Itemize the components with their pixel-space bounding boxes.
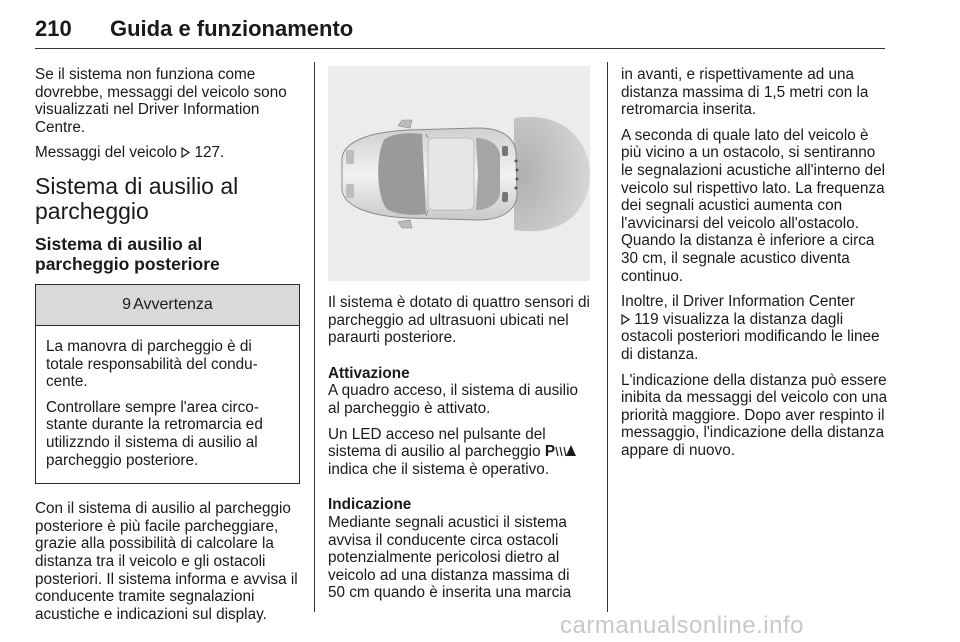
sensors-paragraph: Il sistema è dotato di quattro sensori di parcheggio ad ultrasuoni ubicati nel paraurti posteriore.	[328, 294, 590, 347]
messages-reference	[35, 144, 300, 162]
section-heading: Sistema di ausilio al parcheggio	[35, 172, 239, 224]
dic-text-prefix: Inoltre, il Driver Information Center	[621, 293, 855, 311]
indication-heading: Indicazione	[328, 496, 412, 514]
warning-paragraph-2: Controllare sempre l'area circostante durante la retromarcia ed utilizzndo il sistema di ausilio al parcheggio posteriore.	[46, 398, 263, 469]
led-text-suffix: indica che il sistema è operativo.	[328, 460, 550, 478]
indication-paragraph: Mediante segnali acustici il sistema avvisa il conducente circa ostacoli potenzialmente pericolosi dietro al veicolo ad una distanza massima di 50 cm quando è inserita una marcia	[328, 513, 572, 602]
warning-header	[36, 285, 299, 326]
dic-text-suffix: visualizza la distanza dagli ostacoli posteriori modificando le linee di distanza.	[621, 310, 880, 363]
subsection-heading: Sistema di ausilio al parcheggio posteriore	[35, 233, 220, 274]
running-title: Guida e funzionamento	[110, 16, 354, 41]
messages-ref-label: Messaggi del veicolo	[35, 144, 182, 162]
warning-title: Avvertenza	[133, 296, 213, 314]
column-divider-1	[314, 62, 315, 612]
park-assist-icon	[555, 444, 577, 457]
header-rule	[35, 48, 885, 49]
activation-paragraph: A quadro acceso, il sistema di ausilio al parcheggio è attivato.	[328, 382, 578, 417]
led-paragraph	[328, 426, 590, 479]
column-divider-2	[607, 62, 608, 612]
dic-paragraph	[621, 293, 889, 363]
messages-ref-page: 127.	[194, 144, 225, 162]
park-assist-glyph: P	[544, 443, 556, 461]
warning-paragraph-1: La manovra di parcheggio è di totale responsabilità del conducente.	[46, 337, 258, 391]
watermark: carmanualsonline.info	[560, 612, 804, 639]
warning-icon: 9	[122, 296, 132, 314]
priority-paragraph: L'indicazione della distanza può essere inibita da messaggi del veicolo con una priorità maggiore. Dopo aver respinto il messaggio, l'indicazione della distanza appare di nuovo.	[621, 371, 888, 459]
side-signal-paragraph: A seconda di quale lato del veicolo è più vicino a un ostacolo, si sentiranno le segnalazioni acustiche all'interno del veicolo sul rispettivo lato. La frequenza dei segnali acustici aumenta con l'avvicinarsi del veicolo all'ostacolo. Quando la distanza è inferiore a circa 30 cm, il segnale acustico diventa continuo.	[621, 126, 885, 285]
column-3	[621, 66, 889, 467]
distance-paragraph: in avanti, e rispettivamente ad una distanza massima di 1,5 metri con la retromarcia inserita.	[621, 66, 869, 119]
activation-heading: Attivazione	[328, 364, 410, 382]
warning-body	[36, 326, 299, 483]
page-number: 210	[35, 16, 72, 41]
dic-ref-page: 119	[634, 310, 659, 328]
column-1	[35, 66, 300, 631]
body-paragraph: Con il sistema di ausilio al parcheggio posteriore è più facile parcheggiare, grazie alla possibilità di calcolare la distanza tra il veicolo e gli ostacoli posteriori. Il sistema informa e avvisa il conducente tramite segnalazioni acustiche e indicazioni sul display.	[35, 500, 298, 623]
page-header	[35, 16, 885, 48]
car-sensor-illustration	[328, 66, 590, 281]
intro-paragraph: Se il sistema non funziona come dovrebbe, messaggi del veicolo sono visualizzati nel Driver Information Centre.	[35, 66, 287, 136]
column-2	[328, 66, 590, 610]
led-text-prefix: Un LED acceso nel pulsante del sistema di ausilio al parcheggio	[328, 425, 546, 461]
page-reference-icon	[181, 147, 190, 158]
warning-box	[35, 284, 300, 484]
page-reference-icon	[621, 314, 630, 325]
car-icon	[342, 120, 519, 228]
